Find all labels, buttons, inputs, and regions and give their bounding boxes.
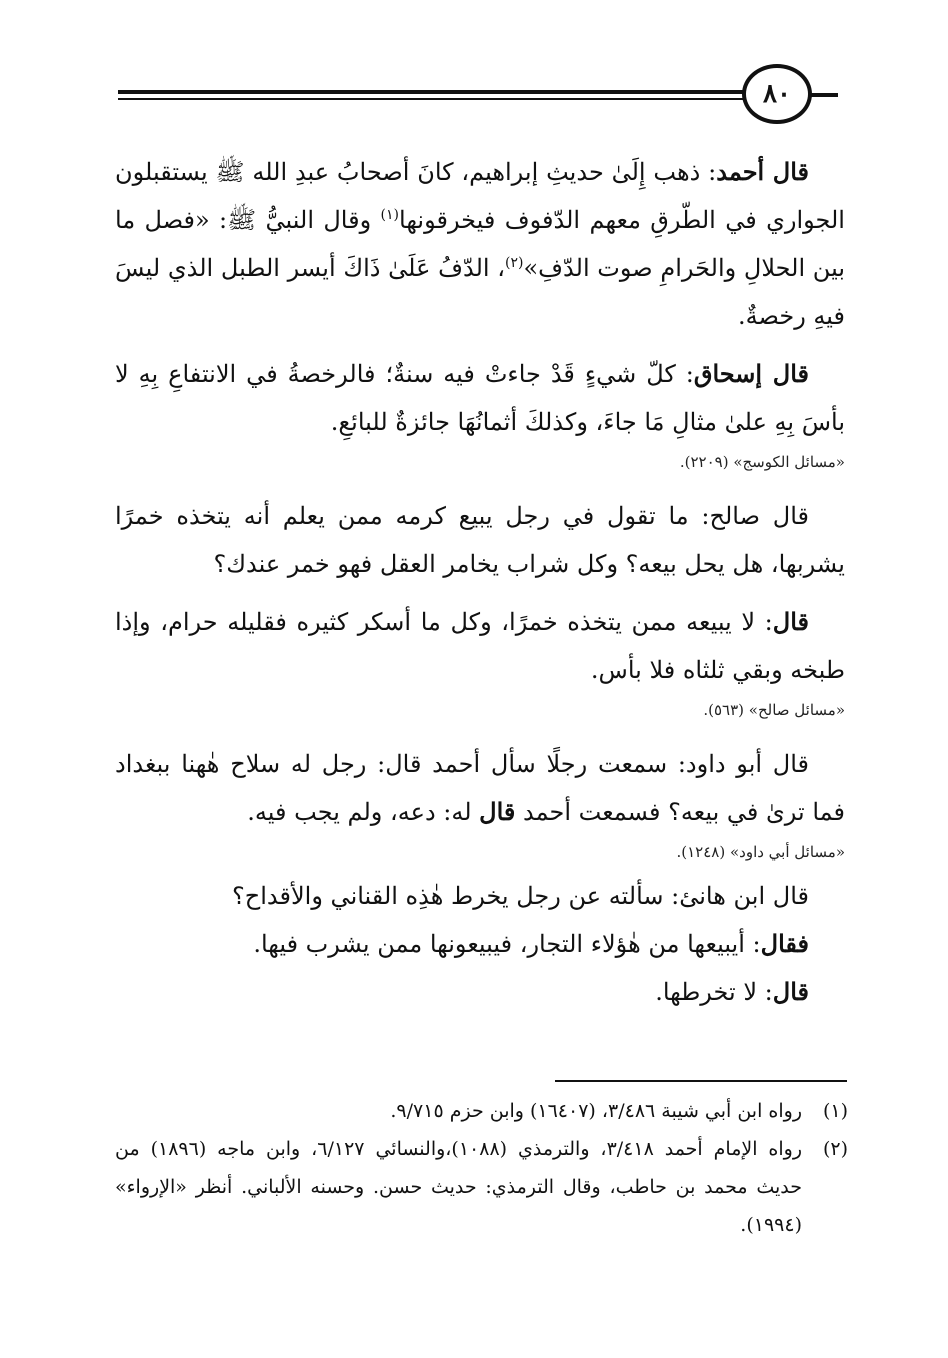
paragraph-ibn-hani-answer	[115, 920, 845, 968]
speaker-label: فقال	[760, 929, 809, 958]
speaker-label: قال	[479, 797, 516, 826]
paragraph-salih-question: قال صالح: ما تقول في رجل يبيع كرمه ممن يعلم أنه يتخذه خمرًا يشربها، هل يحل بيعه؟ وكل شراب يخامر العقل فهو خمر عندك؟	[115, 502, 845, 578]
paragraph-abu-dawud	[115, 740, 845, 836]
paragraph-ibn-hani-final	[115, 968, 845, 1016]
page-header	[108, 58, 848, 128]
paragraph-text: ، الدّفُ عَلَىٰ ذَاكَ أيسر الطبل الذي ليسَ فيهِ رخصةٌ.	[115, 254, 845, 330]
paragraph-text: : لا تخرطها.	[655, 978, 773, 1006]
source-citation: «مسائل أبي داود» (١٢٤٨).	[676, 843, 845, 861]
footnote-text: رواه ابن أبي شيبة ٣/٤٨٦، (١٦٤٠٧) وابن حزم ٩/٧١٥.	[390, 1100, 802, 1122]
header-rule-end	[808, 93, 838, 97]
paragraph-text: : أيبيعها من هٰؤلاء التجار، فيبيعونها ممن يشرب فيها.	[253, 930, 761, 958]
paragraph-ahmad	[115, 148, 845, 340]
footnote-separator	[555, 1080, 847, 1082]
paragraph-text: له: دعه، ولم يجب فيه.	[247, 798, 480, 826]
paragraph-ibn-hani: قال ابن هانئ: سألته عن رجل يخرط هٰذِه القناني والأقداح؟	[232, 882, 809, 910]
footnote-text: رواه الإمام أحمد ٣/٤١٨، والترمذي (١٠٨٨)،والنسائي ٦/١٢٧، وابن ماجه (١٨٩٦) من حديث محمد بن حاطب، وقال الترمذي: حديث حسن. وحسنه الألباني. أنظر «الإرواء» (١٩٩٤).	[115, 1138, 803, 1236]
footnotes	[115, 1092, 848, 1244]
paragraph-text: : كلّ شيءٍ قَدْ جاءتْ فيه سنةٌ؛ فالرخصةُ في الانتفاعِ بِهِ لا بأسَ بِهِ علىٰ مثالِ مَا جاءَ، وكذلكَ أثمانُهَا جائزةٌ للبائعِ.	[115, 360, 845, 436]
footnote-item	[115, 1092, 848, 1130]
header-rule-thin	[118, 98, 746, 100]
paragraph-text: : لا يبيعه ممن يتخذه خمرًا، وكل ما أسكر كثيره فقليله حرام، وإذا طبخه وبقي ثلثاه فلا بأس.	[115, 608, 845, 684]
paragraph-text: قال أبو داود: سمعت رجلًا سأل أحمد قال: رجل له سلاح هٰهنا ببغداد فما ترىٰ في بيعه؟ فسمعت أحمد	[115, 750, 845, 826]
paragraph-text: : ذهب إِلَىٰ حديثِ إبراهيم، كانَ أصحابُ عبدِ الله ﷺ يستقبلون الجواري في الطّرقِ معهم الدّفوف فيخرقونها	[115, 158, 845, 234]
source-citation: «مسائل الكوسج» (٢٢٠٩).	[679, 453, 845, 471]
header-rule	[118, 90, 746, 94]
speaker-label: قال أحمد	[716, 157, 810, 186]
page-number: ٨٠	[742, 64, 812, 124]
paragraph-ishaq	[115, 350, 845, 446]
footnote-number: (١)	[822, 1100, 848, 1122]
footnote-item	[115, 1130, 848, 1244]
paragraph-text: وقال النبيُّ ﷺ: «فصل ما بين الحلالِ والحَرامِ صوت الدّفِ»	[115, 206, 845, 282]
footnote-ref[interactable]: (١)	[380, 207, 400, 223]
source-citation: «مسائل صالح» (٥٦٣).	[703, 701, 845, 719]
main-text	[115, 148, 845, 1016]
paragraph-salih-answer	[115, 598, 845, 694]
speaker-label: قال إسحاق	[693, 359, 809, 388]
speaker-label: قال	[772, 977, 809, 1006]
speaker-label: قال	[772, 607, 809, 636]
footnote-number: (٢)	[822, 1138, 848, 1160]
footnote-ref[interactable]: (٢)	[505, 255, 524, 271]
